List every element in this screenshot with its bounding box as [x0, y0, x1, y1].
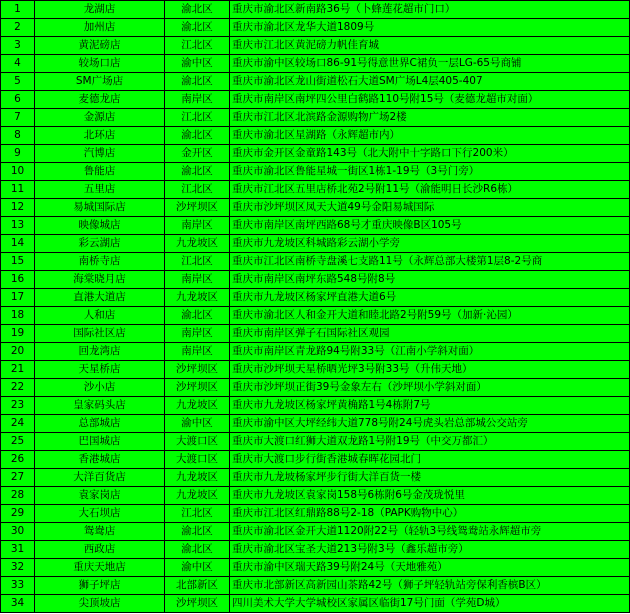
table-row — [1, 127, 630, 145]
district-cell[interactable]: 大渡口区 — [165, 451, 230, 469]
table-row — [1, 469, 630, 487]
table-row — [1, 325, 630, 343]
district-cell[interactable]: 沙坪坝区 — [165, 379, 230, 397]
row-number-cell[interactable]: 6 — [1, 91, 35, 109]
row-number-cell[interactable]: 33 — [1, 577, 35, 595]
district-cell[interactable]: 渝中区 — [165, 415, 230, 433]
table-row — [1, 37, 630, 55]
row-number-cell[interactable]: 30 — [1, 523, 35, 541]
district-cell[interactable]: 南岸区 — [165, 343, 230, 361]
table-row — [1, 541, 630, 559]
address-cell[interactable]: 重庆市渝北区新南路36号（卜蜂莲花超市门口） — [230, 1, 630, 19]
address-cell[interactable]: 重庆市渝北区龙华大道1809号 — [230, 19, 630, 37]
table-row — [1, 433, 630, 451]
table-row — [1, 91, 630, 109]
district-cell[interactable]: 江北区 — [165, 253, 230, 271]
store-name-cell[interactable]: 鲁能店 — [35, 163, 165, 181]
district-cell[interactable]: 金开区 — [165, 145, 230, 163]
district-cell[interactable]: 渝北区 — [165, 127, 230, 145]
store-name-cell[interactable]: 大石坝店 — [35, 505, 165, 523]
row-number-cell[interactable]: 11 — [1, 181, 35, 199]
table-row — [1, 199, 630, 217]
store-name-cell[interactable]: 沙小店 — [35, 379, 165, 397]
row-number-cell[interactable]: 9 — [1, 145, 35, 163]
district-cell[interactable]: 南岸区 — [165, 91, 230, 109]
row-number-cell[interactable]: 28 — [1, 487, 35, 505]
address-cell[interactable]: 重庆市江北区黄泥磅力帆佳育城 — [230, 37, 630, 55]
district-cell[interactable]: 渝北区 — [165, 1, 230, 19]
address-cell[interactable]: 重庆市九龙坡区袁家岗158号6栋附6号金茂珑悦里 — [230, 487, 630, 505]
table-row — [1, 253, 630, 271]
table-row — [1, 109, 630, 127]
row-number-cell[interactable]: 26 — [1, 451, 35, 469]
store-name-cell[interactable]: 易城国际店 — [35, 199, 165, 217]
district-cell[interactable]: 南岸区 — [165, 271, 230, 289]
store-name-cell[interactable]: 回龙湾店 — [35, 343, 165, 361]
table-row — [1, 73, 630, 91]
row-number-cell[interactable]: 4 — [1, 55, 35, 73]
store-name-cell[interactable]: 彩云湖店 — [35, 235, 165, 253]
address-cell[interactable]: 重庆市九龙坡杨家坪步行街大洋百货一楼 — [230, 469, 630, 487]
district-cell[interactable]: 沙坪坝区 — [165, 361, 230, 379]
store-name-cell[interactable]: 麦德龙店 — [35, 91, 165, 109]
address-cell[interactable]: 重庆市渝中区瑞天路39号附24号（天地雅苑） — [230, 559, 630, 577]
address-cell[interactable]: 重庆市渝中区大坪经纬大道778号附24号虎头岩总部城公交站旁 — [230, 415, 630, 433]
district-cell[interactable]: 渝北区 — [165, 163, 230, 181]
district-cell[interactable]: 北部新区 — [165, 577, 230, 595]
address-cell[interactable]: 重庆市江北区五里店桥北苑2号附11号（渝能明日长沙R6栋） — [230, 181, 630, 199]
table-row — [1, 19, 630, 37]
table-row — [1, 559, 630, 577]
district-cell[interactable]: 渝北区 — [165, 19, 230, 37]
row-number-cell[interactable]: 21 — [1, 361, 35, 379]
table-row — [1, 505, 630, 523]
store-name-cell[interactable]: 皇家码头店 — [35, 397, 165, 415]
address-cell[interactable]: 重庆市渝北区星湖路（永辉超市内） — [230, 127, 630, 145]
store-name-cell[interactable]: 国际社区店 — [35, 325, 165, 343]
table-row — [1, 235, 630, 253]
row-number-cell[interactable]: 3 — [1, 37, 35, 55]
address-cell[interactable]: 重庆市沙坪坝天星桥晒光坪3号附33号（升伟天地） — [230, 361, 630, 379]
address-cell[interactable]: 重庆市南岸区青龙路94号附33号（江南小学斜对面） — [230, 343, 630, 361]
address-cell[interactable]: 重庆市江北区南桥寺盘溪七支路11号（永辉总部大楼第1层8-2号商 — [230, 253, 630, 271]
row-number-cell[interactable]: 12 — [1, 199, 35, 217]
row-number-cell[interactable]: 18 — [1, 307, 35, 325]
store-name-cell[interactable]: 人和店 — [35, 307, 165, 325]
district-cell[interactable]: 江北区 — [165, 505, 230, 523]
address-cell[interactable]: 重庆市南岸区南坪西路68号才重庆映像B区105号 — [230, 217, 630, 235]
row-number-cell[interactable]: 7 — [1, 109, 35, 127]
district-cell[interactable]: 九龙坡区 — [165, 289, 230, 307]
address-cell[interactable]: 重庆市渝北区龙山街道松石大道SM广场L4层405-407 — [230, 73, 630, 91]
row-number-cell[interactable]: 14 — [1, 235, 35, 253]
address-cell[interactable]: 重庆市南岸区南坪四公里白鹤路110号附15号（麦德龙超市对面） — [230, 91, 630, 109]
table-row — [1, 415, 630, 433]
district-cell[interactable]: 九龙坡区 — [165, 487, 230, 505]
district-cell[interactable]: 渝北区 — [165, 523, 230, 541]
address-cell[interactable]: 重庆市大渡口步行街香港城春晖花园北门 — [230, 451, 630, 469]
row-number-cell[interactable]: 32 — [1, 559, 35, 577]
district-cell[interactable]: 九龙坡区 — [165, 469, 230, 487]
district-cell[interactable]: 沙坪坝区 — [165, 199, 230, 217]
district-cell[interactable]: 渝北区 — [165, 73, 230, 91]
table-row — [1, 523, 630, 541]
address-cell[interactable]: 重庆市渝北区鲁能星城一街区1栋1-19号（3号门旁） — [230, 163, 630, 181]
address-cell[interactable]: 重庆市沙坪坝区凤天大道49号金阳易城国际 — [230, 199, 630, 217]
store-name-cell[interactable]: 重庆天地店 — [35, 559, 165, 577]
store-name-cell[interactable]: 映像城店 — [35, 217, 165, 235]
table-row — [1, 145, 630, 163]
store-name-cell[interactable]: 袁家岗店 — [35, 487, 165, 505]
table-row — [1, 397, 630, 415]
store-name-cell[interactable]: 海棠晓月店 — [35, 271, 165, 289]
row-number-cell[interactable]: 24 — [1, 415, 35, 433]
store-name-cell[interactable]: 直港大道店 — [35, 289, 165, 307]
store-name-cell[interactable]: 狮子坪店 — [35, 577, 165, 595]
address-cell[interactable]: 四川美术大学大学城校区家属区临街17号门面（学苑D城） — [230, 595, 630, 613]
row-number-cell[interactable]: 34 — [1, 595, 35, 613]
district-cell[interactable]: 江北区 — [165, 37, 230, 55]
address-cell[interactable]: 重庆市九龙坡区杨家坪黄桷路1号4栋附7号 — [230, 397, 630, 415]
address-cell[interactable]: 重庆市渝北区金开大道1120附22号（轻轨3号线鸳鸯站永辉超市旁 — [230, 523, 630, 541]
store-name-cell[interactable]: 香港城店 — [35, 451, 165, 469]
district-cell[interactable]: 渝北区 — [165, 307, 230, 325]
address-cell[interactable]: 重庆市江北区北滨路金源购物广场2楼 — [230, 109, 630, 127]
store-name-cell[interactable]: 鸳鸯店 — [35, 523, 165, 541]
table-row — [1, 181, 630, 199]
row-number-cell[interactable]: 22 — [1, 379, 35, 397]
row-number-cell[interactable]: 2 — [1, 19, 35, 37]
store-name-cell[interactable]: 南桥寺店 — [35, 253, 165, 271]
address-cell[interactable]: 重庆市金开区金童路143号（北大附中十字路口下行200米） — [230, 145, 630, 163]
row-number-cell[interactable]: 23 — [1, 397, 35, 415]
address-cell[interactable]: 重庆市南岸区弹子石国际社区观园 — [230, 325, 630, 343]
address-cell[interactable]: 重庆市九龙坡区杨家坪直港大道6号 — [230, 289, 630, 307]
table-row — [1, 307, 630, 325]
district-cell[interactable]: 渝中区 — [165, 559, 230, 577]
table-row — [1, 451, 630, 469]
table-row — [1, 361, 630, 379]
district-cell[interactable]: 江北区 — [165, 109, 230, 127]
store-name-cell[interactable]: 金源店 — [35, 109, 165, 127]
row-number-cell[interactable]: 5 — [1, 73, 35, 91]
row-number-cell[interactable]: 31 — [1, 541, 35, 559]
store-name-cell[interactable]: 黄泥磅店 — [35, 37, 165, 55]
store-name-cell[interactable]: 加州店 — [35, 19, 165, 37]
table-row — [1, 289, 630, 307]
district-cell[interactable]: 九龙坡区 — [165, 397, 230, 415]
table-row — [1, 487, 630, 505]
district-cell[interactable]: 江北区 — [165, 181, 230, 199]
store-name-cell[interactable]: 总部城店 — [35, 415, 165, 433]
store-name-cell[interactable]: 巴国城店 — [35, 433, 165, 451]
store-name-cell[interactable]: 天星桥店 — [35, 361, 165, 379]
row-number-cell[interactable]: 25 — [1, 433, 35, 451]
row-number-cell[interactable]: 1 — [1, 1, 35, 19]
district-cell[interactable]: 南岸区 — [165, 325, 230, 343]
table-row — [1, 577, 630, 595]
store-name-cell[interactable]: 龙湖店 — [35, 1, 165, 19]
row-number-cell[interactable]: 19 — [1, 325, 35, 343]
store-name-cell[interactable]: 五里店 — [35, 181, 165, 199]
row-number-cell[interactable]: 16 — [1, 271, 35, 289]
district-cell[interactable]: 渝北区 — [165, 541, 230, 559]
table-row — [1, 271, 630, 289]
table-row — [1, 163, 630, 181]
store-name-cell[interactable]: 大洋百货店 — [35, 469, 165, 487]
row-number-cell[interactable]: 27 — [1, 469, 35, 487]
store-name-cell[interactable]: 西政店 — [35, 541, 165, 559]
store-name-cell[interactable]: 尖顶坡店 — [35, 595, 165, 613]
row-number-cell[interactable]: 17 — [1, 289, 35, 307]
table-row — [1, 343, 630, 361]
table-row — [1, 55, 630, 73]
district-cell[interactable]: 沙坪坝区 — [165, 595, 230, 613]
store-name-cell[interactable]: SM广场店 — [35, 73, 165, 91]
district-cell[interactable]: 渝中区 — [165, 55, 230, 73]
row-number-cell[interactable]: 29 — [1, 505, 35, 523]
address-cell[interactable]: 重庆市南岸区南坪东路548号附8号 — [230, 271, 630, 289]
store-name-cell[interactable]: 较场口店 — [35, 55, 165, 73]
store-name-cell[interactable]: 北环店 — [35, 127, 165, 145]
address-cell[interactable]: 重庆市渝中区较场口86-91号得意世界C裙负一层LG-65号商铺 — [230, 55, 630, 73]
district-cell[interactable]: 大渡口区 — [165, 433, 230, 451]
row-number-cell[interactable]: 15 — [1, 253, 35, 271]
address-cell[interactable]: 重庆市北部新区高新园山茶路42号（狮子坪轻轨站旁保利香槟B区） — [230, 577, 630, 595]
table-row — [1, 379, 630, 397]
address-cell[interactable]: 重庆市渝北区宝圣大道213号附3号（鑫乐超市旁） — [230, 541, 630, 559]
address-cell[interactable]: 重庆市九龙坡区科城路彩云湖小学旁 — [230, 235, 630, 253]
address-cell[interactable]: 重庆市大渡口红狮大道双龙路1号附19号（中交万都汇） — [230, 433, 630, 451]
store-name-cell[interactable]: 汽博店 — [35, 145, 165, 163]
row-number-cell[interactable]: 20 — [1, 343, 35, 361]
table-row — [1, 595, 630, 613]
address-cell[interactable]: 重庆市江北区红鼎路88号2-18（PAPK购物中心） — [230, 505, 630, 523]
address-cell[interactable]: 重庆市渝北区人和金开大道和睦北路2号附59号（加新·沁园） — [230, 307, 630, 325]
address-cell[interactable]: 重庆市沙坪坝正街39号金象左右（沙坪坝小学斜对面） — [230, 379, 630, 397]
row-number-cell[interactable]: 8 — [1, 127, 35, 145]
district-cell[interactable]: 南岸区 — [165, 217, 230, 235]
table-row — [1, 217, 630, 235]
store-table-body — [1, 1, 630, 613]
table-row — [1, 1, 630, 19]
district-cell[interactable]: 九龙坡区 — [165, 235, 230, 253]
row-number-cell[interactable]: 13 — [1, 217, 35, 235]
row-number-cell[interactable]: 10 — [1, 163, 35, 181]
